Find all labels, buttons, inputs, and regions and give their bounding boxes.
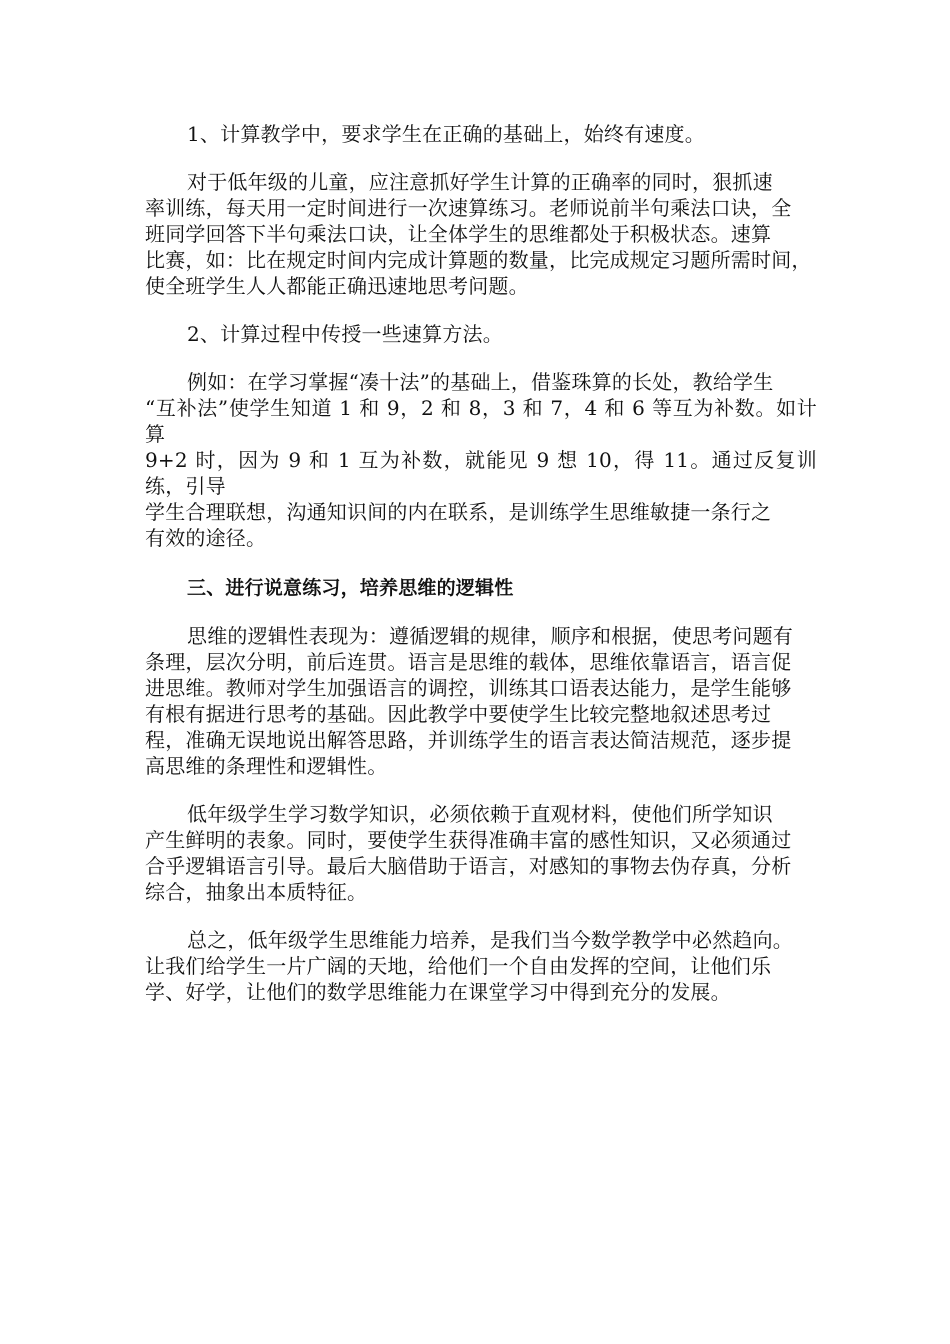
paragraph-conclusion: 总之，低年级学生思维能力培养，是我们当今数学教学中必然趋向。 让我们给学生一片广阔的天地，给他们一个自由发挥的空间，让他们乐 学、好学，让他们的数学思维能力在课堂学习中得到充分的发展。 [145, 928, 793, 1004]
document-body [145, 121, 817, 1005]
paragraph-point-1: 1、计算教学中，要求学生在正确的基础上，始终有速度。 [187, 122, 705, 146]
paragraph-intuitive-materials: 低年级学生学习数学知识，必须依赖于直观材料，使他们所学知识 产生鲜明的表象。同时，要使学生获得准确丰富的感性知识，又必须通过 合乎逻辑语言引导。最后大脑借助于语言，对感知的事物去伪存真，分析 综合，抽象出本质特征。 [145, 802, 792, 904]
section-heading-3: 三、进行说意练习，培养思维的逻辑性 [187, 577, 514, 599]
paragraph-point-2: 2、计算过程中传授一些速算方法。 [187, 322, 503, 346]
paragraph-logic: 思维的逻辑性表现为：遵循逻辑的规律，顺序和根据，使思考问题有 条理，层次分明，前后连贯。语言是思维的载体，思维依靠语言，语言促 进思维。教师对学生加强语言的调控，训练其口语表达能力，是学生能够 有根有据进行思考的基础。因此教学中要使学生比较完整地叙述思考过 程，准确无误地说出解答思路，并训练学生的语言表达简洁规范，逐步提 高思维的条理性和逻辑性。 [145, 624, 793, 778]
paragraph-example: 例如：在学习掌握“凑十法”的基础上，借鉴珠算的长处，教给学生 “互补法”使学生知道 1 和 9，2 和 8，3 和 7，4 和 6 等互为补数。如计算 9+2 时，因为 9 和 1 互为补数，就能见 9 想 10，得 11。通过反复训练，引导 学生合理联想，沟通知识间的内在联系，是训练学生思维敏捷一条行之 有效的途径。 [145, 370, 817, 550]
paragraph-speed-training: 对于低年级的儿童，应注意抓好学生计算的正确率的同时，狠抓速 率训练，每天用一定时间进行一次速算练习。老师说前半句乘法口诀，全 班同学回答下半句乘法口诀，让全体学生的思维都处于积极状态。速算 比赛，如：比在规定时间内完成计算题的数量，比完成规定习题所需时间， 使全班学生人人都能正确迅速地思考问题。 [145, 170, 812, 298]
